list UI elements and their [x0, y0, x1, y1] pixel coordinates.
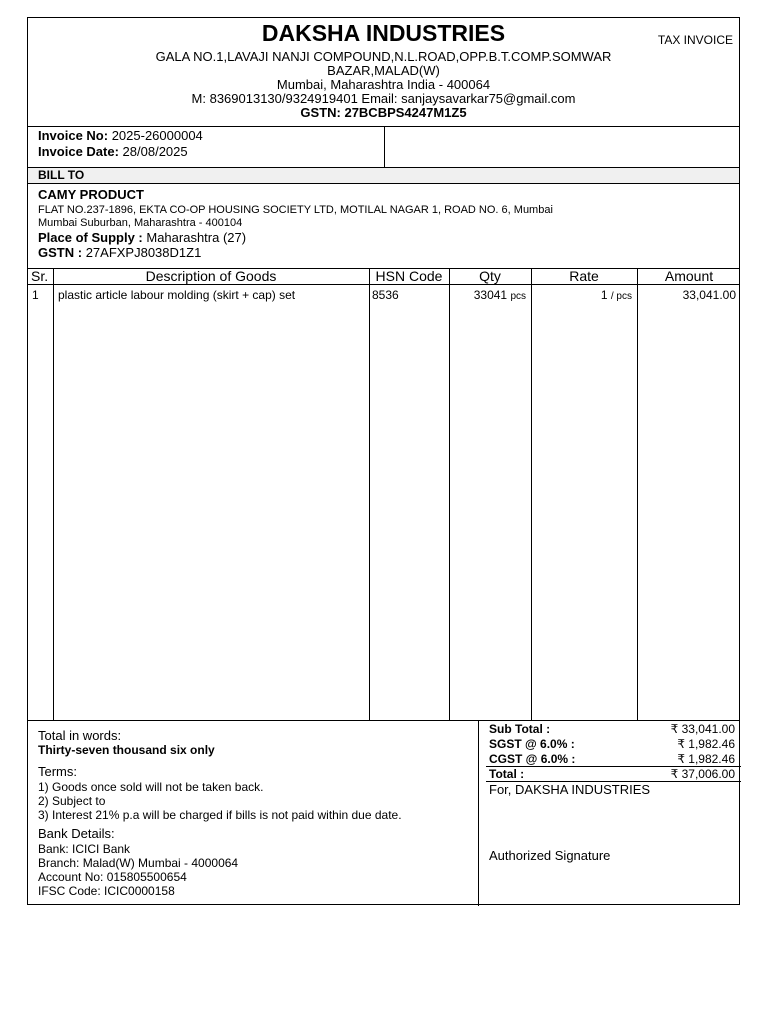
subtotal-value: ₹ 33,041.00 [670, 722, 735, 736]
invoice-document [27, 17, 740, 905]
invoice-no-value: 2025-26000004 [111, 128, 203, 143]
divider [369, 268, 370, 720]
divider [53, 268, 54, 720]
invoice-date-label: Invoice Date: [38, 144, 119, 159]
row-hsn: 8536 [372, 288, 399, 302]
divider [637, 268, 638, 720]
row-sr: 1 [32, 288, 39, 302]
row-rate [531, 288, 632, 302]
customer-address-line-2: Mumbai Suburban, Maharashtra - 400104 [38, 217, 243, 229]
row-amount: 33,041.00 [682, 288, 736, 302]
divider [486, 766, 741, 767]
sgst-value: ₹ 1,982.46 [677, 737, 735, 751]
totals-values [608, 722, 735, 782]
row-qty [449, 288, 526, 302]
col-header-amount: Amount [664, 268, 714, 284]
place-of-supply-value: Maharashtra (27) [146, 230, 247, 245]
authorized-signature: Authorized Signature [489, 848, 611, 863]
row-qty-value: 33041 [473, 288, 508, 302]
col-header-sr: Sr. [31, 268, 49, 284]
divider [478, 720, 479, 906]
total-in-words-value: Thirty-seven thousand six only [38, 743, 215, 757]
total-label: Total : [489, 767, 525, 781]
row-description: plastic article labour molding (skirt + cap) set [58, 288, 296, 302]
terms [38, 764, 402, 822]
doc-type: TAX INVOICE [657, 33, 733, 47]
cgst-value: ₹ 1,982.46 [677, 752, 735, 766]
signature-for: For, DAKSHA INDUSTRIES [489, 782, 651, 797]
invoice-date-value: 28/08/2025 [122, 144, 188, 159]
address-line-1: GALA NO.1,LAVAJI NANJI COMPOUND,N.L.ROAD,OPP.B.T.COMP.SOMWAR [155, 49, 612, 64]
customer-gstn-value: 27AFXPJ8038D1Z1 [85, 245, 202, 260]
company-gstn: GSTN: 27BCBPS4247M1Z5 [300, 105, 467, 120]
customer-address-line-1: FLAT NO.237-1896, EKTA CO-OP HOUSING SOCIETY LTD, MOTILAL NAGAR 1, ROAD NO. 6, Mumbai [38, 204, 553, 216]
terms-item: 2) Subject to [38, 794, 106, 808]
invoice-no-label: Invoice No: [38, 128, 109, 143]
company-contact: M: 8369013130/9324919401 Email: sanjaysavarkar75@gmail.com [191, 91, 576, 106]
bank-branch: Branch: Malad(W) Mumbai - 4000064 [38, 856, 239, 870]
total-value: ₹ 37,006.00 [670, 767, 735, 781]
address-line-2: BAZAR,MALAD(W) [327, 63, 440, 78]
divider [28, 284, 739, 285]
address-line-3: Mumbai, Maharashtra India - 400064 [276, 77, 491, 92]
terms-item: 1) Goods once sold will not be taken back. [38, 780, 264, 794]
company-name: DAKSHA INDUSTRIES [261, 20, 506, 46]
row-rate-value: 1 [600, 288, 608, 302]
terms-item: 3) Interest 21% p.a will be charged if bills is not paid within due date. [38, 808, 402, 822]
customer-name: CAMY PRODUCT [38, 187, 144, 202]
divider [384, 126, 385, 167]
divider [28, 720, 739, 721]
col-header-hsn: HSN Code [375, 268, 443, 284]
bill-to-heading: BILL TO [38, 168, 85, 182]
subtotal-label: Sub Total : [489, 722, 551, 736]
bank-name: Bank: ICICI Bank [38, 842, 131, 856]
bank-heading: Bank Details: [38, 826, 115, 841]
terms-heading: Terms: [38, 764, 77, 779]
total-in-words [38, 728, 215, 757]
col-header-rate: Rate [569, 268, 599, 284]
bank-ifsc: IFSC Code: ICIC0000158 [38, 884, 175, 898]
customer-gstn-label: GSTN : [38, 245, 83, 260]
sgst-label: SGST @ 6.0% : [489, 737, 575, 751]
divider [449, 268, 450, 720]
bank-account: Account No: 015805500654 [38, 870, 187, 884]
totals-labels [489, 722, 575, 782]
bank-details [38, 826, 238, 898]
company-address [28, 50, 739, 120]
divider [531, 268, 532, 720]
invoice-meta [38, 129, 203, 159]
col-header-description: Description of Goods [145, 268, 277, 284]
col-header-qty: Qty [479, 268, 501, 284]
bill-to-band [28, 168, 739, 183]
divider [28, 183, 739, 184]
cgst-label: CGST @ 6.0% : [489, 752, 576, 766]
bill-to-details [38, 187, 553, 260]
row-rate-unit: / pcs [610, 291, 632, 302]
total-in-words-label: Total in words: [38, 728, 122, 743]
place-of-supply-label: Place of Supply : [38, 230, 143, 245]
row-qty-unit: pcs [510, 291, 526, 302]
